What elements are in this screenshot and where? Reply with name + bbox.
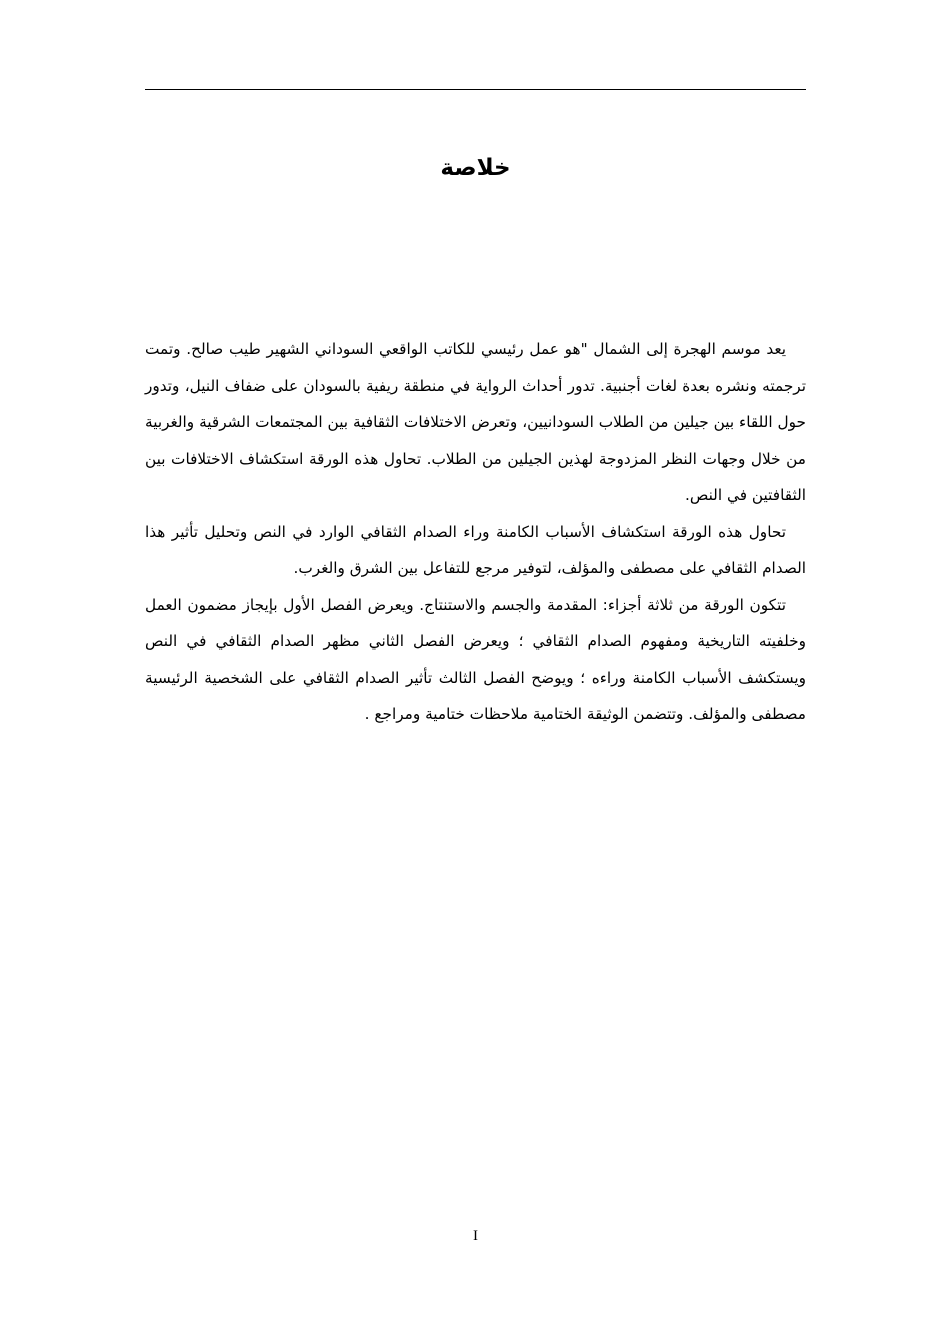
paragraph-1: يعد موسم الهجرة إلى الشمال "هو عمل رئيسي للكاتب الواقعي السوداني الشهير طيب صالح. وتمت ترجمته ونشره بعدة لغات أجنبية. تدور أحداث الرواية في منطقة ريفية بالسودان على ضفاف النيل، وتدور حول اللقاء بين جيلين من الطلاب السودانيين، وتعرض الاختلافات الثقافية بين المجتمعات الشرقية والغربية من خلال وجهات النظر المزدوجة لهذين الجيلين من الطلاب. تحاول هذه الورقة استكشاف الاختلافات بين الثقافتين في النص. [145,340,806,504]
abstract-body [145,331,806,733]
paragraph-3: تتكون الورقة من ثلاثة أجزاء: المقدمة والجسم والاستنتاج. ويعرض الفصل الأول بإيجاز مضمون العمل وخلفيته التاريخية ومفهوم الصدام الثقافي ؛ ويعرض الفصل الثاني مظهر الصدام الثقافي في النص ويستكشف الأسباب الكامنة وراءه ؛ ويوضح الفصل الثالث تأثير الصدام الثقافي على الشخصية الرئيسية مصطفى والمؤلف. وتتضمن الوثيقة الختامية ملاحظات ختامية ومراجع . [145,595,806,723]
page-number: I [473,1228,478,1244]
paragraph-2: تحاول هذه الورقة استكشاف الأسباب الكامنة وراء الصدام الثقافي الوارد في النص وتحليل تأثير هذا الصدام الثقافي على مصطفى والمؤلف، لتوفير مرجع للتفاعل بين الشرق والغرب. [145,522,806,577]
page-title: خلاصة [440,155,511,181]
header-rule [145,89,806,90]
